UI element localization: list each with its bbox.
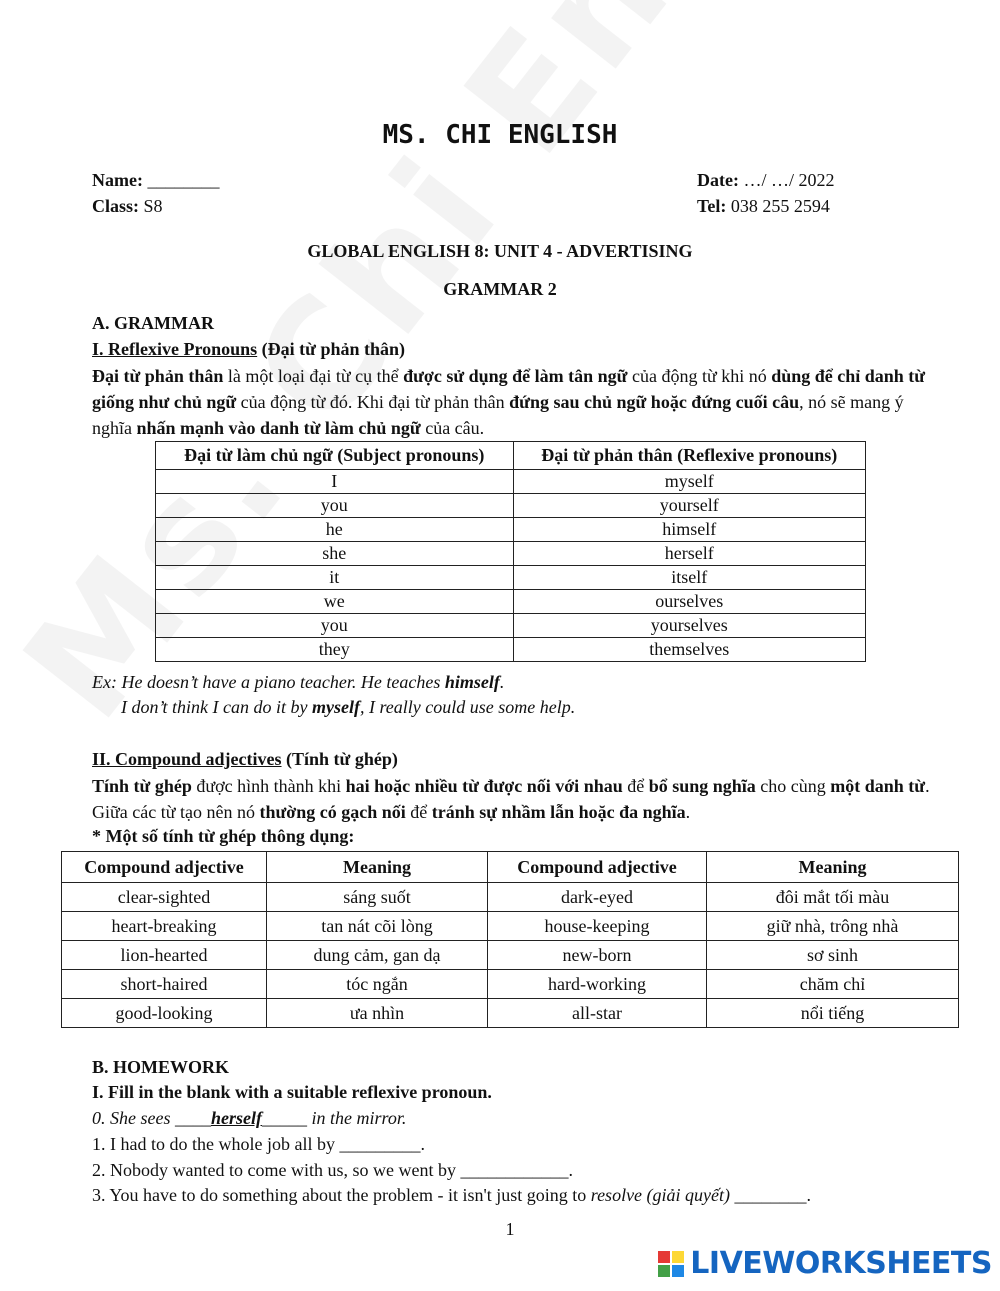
table-header: Compound adjective [488,852,707,883]
adjective-cell: lion-hearted [62,941,267,970]
example-question-end: _____ in the mirror. [261,1108,407,1128]
text-run: cho cùng [755,776,831,796]
reflexive-pronoun: myself [513,470,865,494]
adjective-cell: new-born [488,941,707,970]
meaning-cell: sơ sinh [707,941,959,970]
name-field [92,170,219,191]
adjective-cell: good-looking [62,999,267,1028]
table-row [156,614,866,638]
section-a-heading: A. GRAMMAR [92,313,214,333]
reflexive-paragraph [92,363,942,441]
reflexive-pronoun: himself [513,518,865,542]
bold-run: bổ sung nghĩa [648,776,756,796]
text-run: . [685,802,691,822]
tel-label: Tel: [697,196,727,216]
reflexive-heading [92,339,405,360]
example-2-text: I don’t think I can do it by [121,697,312,717]
table-header: Meaning [267,852,488,883]
meaning-cell: nổi tiếng [707,999,959,1028]
subject-pronoun: she [156,542,514,566]
reflexive-pronoun: themselves [513,638,865,662]
page-title: MS. CHI ENGLISH [382,120,618,150]
adjective-cell: clear-sighted [62,883,267,912]
reflexive-pronoun: itself [513,566,865,590]
text-run: được hình thành khi [191,776,346,796]
logo-block [672,1251,684,1263]
date-label: Date: [697,170,739,190]
example-answer: herself [210,1108,262,1128]
bold-run: dùng để chỉ danh từ giống như chủ ngữ [92,366,926,412]
table-row [62,970,959,999]
page-number: 1 [505,1219,515,1239]
liveworksheets-logo[interactable] [658,1246,992,1281]
meaning-cell: đôi mắt tối màu [707,883,959,912]
subject-pronoun: we [156,590,514,614]
text-run: của động từ khi nó [627,366,772,386]
table-row [156,542,866,566]
table-row [62,883,959,912]
table-row [62,999,959,1028]
tel-field [697,196,830,217]
question-3-term: resolve (giải quyết) [590,1185,731,1205]
reflexive-title-vi: (Đại từ phản thân) [261,339,406,359]
meaning-cell: dung cảm, gan dạ [267,941,488,970]
homework-instruction: I. Fill in the blank with a suitable reflexive pronoun. [92,1082,492,1102]
compound-note: * Một số tính từ ghép thông dụng: [92,826,355,846]
example-1 [92,672,504,693]
table-header-row [62,852,959,883]
bold-run: nhấn mạnh vào danh từ làm chủ ngữ [136,418,421,438]
subject-pronoun: they [156,638,514,662]
meaning-cell: ưa nhìn [267,999,488,1028]
text-run: để [622,776,649,796]
text-run: , nó sẽ mang ý nghĩa [92,392,904,438]
section-b-heading: B. HOMEWORK [92,1057,230,1077]
compound-title-vi: (Tính từ ghép) [286,749,398,769]
logo-blocks-icon [658,1251,684,1277]
example-question-start: 0. She sees ____ [92,1108,211,1128]
example-2 [121,697,575,718]
example-1-text: Ex: He doesn’t have a piano teacher. He teaches [92,672,445,692]
table-header-row [156,442,866,470]
meaning-cell: giữ nhà, trông nhà [707,912,959,941]
table-row [156,470,866,494]
compound-adjective-table [61,851,959,1028]
table-row [156,566,866,590]
table-row [156,494,866,518]
table-row [156,590,866,614]
example-2-end: , I really could use some help. [359,697,576,717]
table-row [156,638,866,662]
class-value: S8 [143,196,163,216]
meaning-cell: tóc ngắn [267,970,488,999]
bold-run: thường có gạch nối [259,802,406,822]
table-row [156,518,866,542]
name-value: ________ [147,170,220,190]
compound-paragraph [92,773,942,825]
table-row [62,941,959,970]
table-header: Compound adjective [62,852,267,883]
reflexive-pronoun: yourselves [513,614,865,638]
text-run: là một loại đại từ cụ thể [223,366,404,386]
bold-run: hai hoặc nhiều từ được nối với nhau [345,776,623,796]
adjective-cell: heart-breaking [62,912,267,941]
subject-pronoun: you [156,494,514,518]
subject-pronoun: it [156,566,514,590]
example-1-end: . [499,672,505,692]
adjective-cell: house-keeping [488,912,707,941]
example-2-highlight: myself [311,697,360,717]
subject-pronoun: he [156,518,514,542]
text-run: của động từ đó. Khi đại từ phản thân [236,392,510,412]
table-header: Meaning [707,852,959,883]
question-1[interactable]: 1. I had to do the whole job all by _________. [92,1134,425,1154]
reflexive-title: I. Reflexive Pronouns [92,339,258,359]
meaning-cell: chăm chỉ [707,970,959,999]
bold-run: đứng sau chủ ngữ hoặc đứng cuối câu [509,392,800,412]
subject-pronoun: you [156,614,514,638]
name-label: Name: [92,170,143,190]
question-2[interactable]: 2. Nobody wanted to come with us, so we went by ____________. [92,1160,573,1180]
question-3[interactable] [92,1185,811,1206]
lesson-heading: GRAMMAR 2 [443,279,557,299]
brand-name: LIVEWORKSHEETS [690,1246,992,1281]
question-3-start: 3. You have to do something about the problem - it isn't just going to [92,1185,591,1205]
text-run: để [405,802,432,822]
table-header: Đại từ phản thân (Reflexive pronouns) [513,442,865,470]
adjective-cell: all-star [488,999,707,1028]
date-value: …/ …/ 2022 [743,170,835,190]
adjective-cell: short-haired [62,970,267,999]
text-run: . Giữa các từ tạo nên nó [92,776,930,822]
compound-heading [92,749,398,770]
bold-run: Tính từ ghép [92,776,192,796]
logo-block [658,1251,670,1263]
table-header: Đại từ làm chủ ngữ (Subject pronouns) [156,442,514,470]
bold-run: được sử dụng để làm tân ngữ [403,366,628,386]
logo-block [658,1265,670,1277]
table-row [62,912,959,941]
compound-title: II. Compound adjectives [92,749,282,769]
class-label: Class: [92,196,140,216]
text-run: của câu. [420,418,485,438]
question-3-blank: ________. [730,1185,812,1205]
class-field [92,196,163,217]
reflexive-pronoun-table [155,441,866,662]
bold-run: Đại từ phản thân [92,366,224,386]
bold-run: một danh từ [830,776,926,796]
example-1-highlight: himself [444,672,500,692]
subject-pronoun: I [156,470,514,494]
meaning-cell: sáng suốt [267,883,488,912]
date-field [697,170,835,191]
adjective-cell: hard-working [488,970,707,999]
adjective-cell: dark-eyed [488,883,707,912]
example-question [92,1108,406,1129]
reflexive-pronoun: ourselves [513,590,865,614]
reflexive-pronoun: yourself [513,494,865,518]
unit-heading: GLOBAL ENGLISH 8: UNIT 4 - ADVERTISING [307,241,693,261]
logo-block [672,1265,684,1277]
reflexive-pronoun: herself [513,542,865,566]
bold-run: tránh sự nhầm lẫn hoặc đa nghĩa [431,802,686,822]
tel-value: 038 255 2594 [730,196,830,216]
meaning-cell: tan nát cõi lòng [267,912,488,941]
